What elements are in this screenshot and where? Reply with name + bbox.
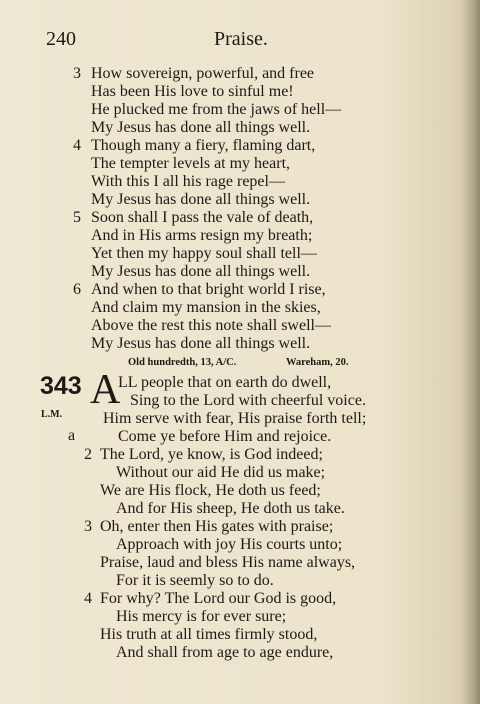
verse-line: LL people that on earth do dwell,	[118, 374, 332, 391]
verse-line: Soon shall I pass the vale of death,	[91, 209, 314, 226]
verse-line: My Jesus has done all things well.	[91, 263, 311, 280]
verse-line: The Lord, ye know, is God indeed;	[100, 446, 323, 463]
running-title: Praise.	[214, 28, 268, 50]
verse-line: Sing to the Lord with cheerful voice.	[130, 392, 366, 409]
verse-line: How sovereign, powerful, and free	[91, 65, 315, 82]
drop-cap: A	[90, 367, 121, 413]
verse-line: His mercy is for ever sure;	[116, 608, 287, 625]
verse-line: Oh, enter then His gates with praise;	[100, 518, 334, 535]
verse-line: And claim my mansion in the skies,	[91, 299, 321, 316]
verse-number: 3	[73, 65, 81, 82]
hymn-number: 343	[40, 372, 82, 400]
verse-number: 2	[84, 446, 92, 463]
page-gutter-shadow	[462, 0, 480, 704]
page-number: 240	[46, 28, 76, 50]
verse-line: And for His sheep, He doth us take.	[116, 500, 345, 517]
verse-number: 5	[73, 209, 81, 226]
verse-line: We are His flock, He doth us feed;	[100, 482, 321, 499]
tune-mark: a	[68, 427, 76, 444]
verse-line: And when to that bright world I rise,	[91, 281, 326, 298]
verse-line: The tempter levels at my heart,	[91, 155, 291, 172]
verse-line: Yet then my happy soul shall tell—	[91, 245, 317, 262]
verse-number: 4	[73, 137, 81, 154]
verse-line: He plucked me from the jaws of hell—	[91, 101, 342, 118]
verse-line: My Jesus has done all things well.	[91, 119, 311, 136]
verse-number: 6	[73, 281, 81, 298]
verse-line: Him serve with fear, His praise forth tell;	[103, 410, 367, 427]
verse-line: Approach with joy His courts unto;	[116, 536, 343, 553]
tune-name-right: Wareham, 20.	[286, 357, 349, 368]
verse-line: Though many a fiery, flaming dart,	[91, 137, 316, 154]
verse-number: 3	[84, 518, 92, 535]
verse-line: My Jesus has done all things well.	[91, 191, 311, 208]
verse-line: My Jesus has done all things well.	[91, 335, 311, 352]
verse-line: Above the rest this note shall swell—	[91, 317, 331, 334]
verse-line: Praise, laud and bless His name always,	[100, 554, 356, 571]
verse-line: And shall from age to age endure,	[116, 644, 334, 661]
verse-line: For why? The Lord our God is good,	[100, 590, 337, 607]
meter-label: L.M.	[41, 409, 63, 420]
verse-line: Come ye before Him and rejoice.	[118, 428, 332, 445]
verse-line: For it is seemly so to do.	[116, 572, 274, 589]
page-header	[0, 28, 480, 58]
verse-line: Has been His love to sinful me!	[91, 83, 294, 100]
tune-name-left: Old hundredth, 13, A/C.	[128, 357, 237, 368]
verse-number: 4	[84, 590, 92, 607]
verse-line: And in His arms resign my breath;	[91, 227, 313, 244]
verse-line: With this I all his rage repel—	[91, 173, 285, 190]
verse-line: His truth at all times firmly stood,	[100, 626, 318, 643]
verse-line: Without our aid He did us make;	[116, 464, 326, 481]
